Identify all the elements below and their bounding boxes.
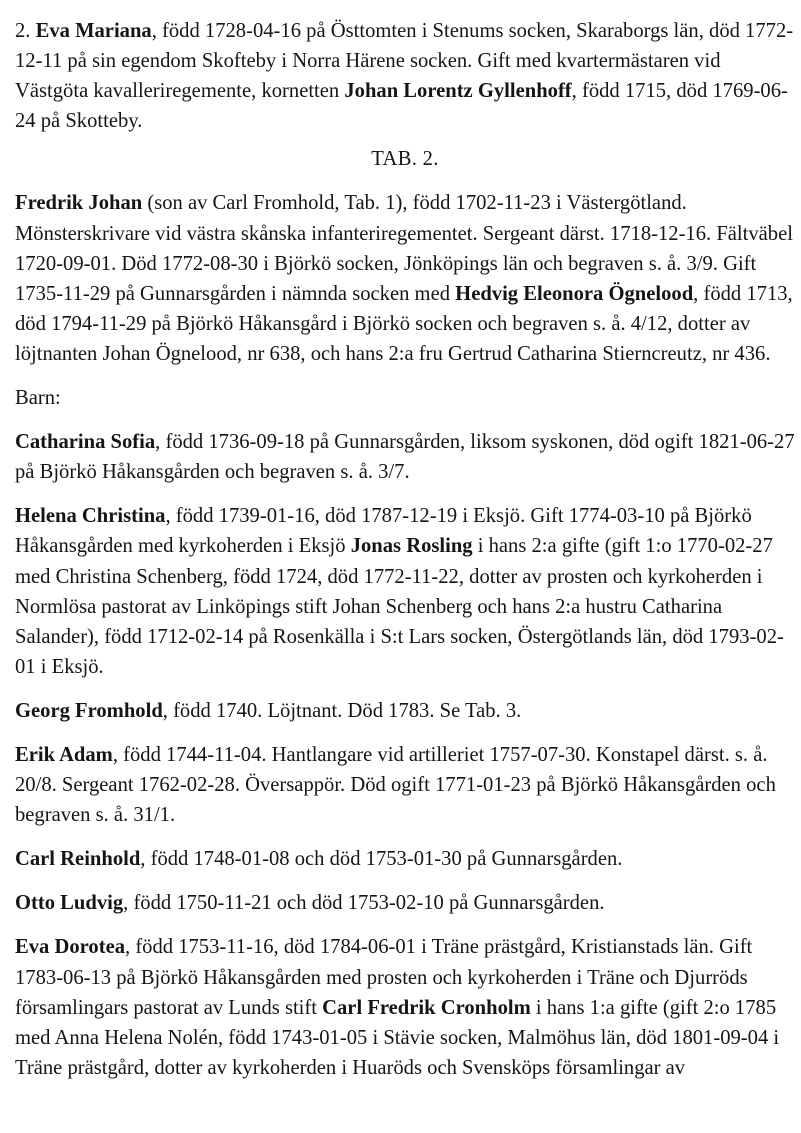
entry-catharina-sofia	[15, 427, 795, 487]
entry-eva-dorotea	[15, 932, 795, 1082]
entry-text: , född 1728-04-16 på Östtomten i Stenums socken, Skaraborgs län, död 1772-12-11 på sin egendom Skofteby i Norra Härene socken. Gift med kvartermästaren vid Västgöta kavalleriregemente, kornetten	[15, 20, 794, 103]
entry-text: Barn:	[15, 387, 61, 410]
entry-helena-christina	[15, 501, 795, 682]
person-name: Jonas Rosling	[350, 535, 473, 558]
entry-text: 2.	[15, 20, 36, 42]
entry-otto-ludvig	[15, 888, 795, 918]
person-name: Johan Lorentz Gyllenhoff	[344, 80, 572, 103]
entry-text: (son av Carl Fromhold, Tab. 1), född 1702-11-23 i Västergötland. Mönsterskrivare vid västra skånska infanteriregementet. Sergeant därst. 1718-12-16. Fältväbel 1720-09-01. Död 1772-08-30 i Björkö socken, Jönköpings län och begraven s. å. 3/9. Gift 1735-11-29 på Gunnarsgården i nämnda socken med	[15, 192, 793, 305]
entry-text: , född 1736-09-18 på Gunnarsgården, liksom syskonen, död ogift 1821-06-27 på Björkö Håkansgården och begraven s. å. 3/7.	[15, 431, 795, 484]
entry-text: , född 1748-01-08 och död 1753-01-30 på Gunnarsgården.	[140, 848, 623, 871]
table-heading: TAB. 2.	[371, 148, 439, 171]
person-name: Eva Dorotea	[15, 936, 126, 959]
entry-erik-adam	[15, 740, 795, 830]
person-name: Carl Reinhold	[15, 848, 141, 871]
entry-text: , född 1750-11-21 och död 1753-02-10 på Gunnarsgården.	[123, 892, 605, 915]
person-name: Otto Ludvig	[15, 892, 124, 915]
entry-georg-fromhold	[15, 696, 795, 726]
entry-text: , född 1739-01-16, död 1787-12-19 i Eksjö. Gift 1774-03-10 på Björkö Håkansgården med kyrkoherden i Eksjö	[15, 505, 752, 558]
entry-text: , född 1744-11-04. Hantlangare vid artilleriet 1757-07-30. Konstapel därst. s. å. 20/8. Sergeant 1762-02-28. Översappör. Död ogift 1771-01-23 på Björkö Håkansgården och begraven s. å. 31/1.	[15, 743, 776, 827]
entry-text: , född 1713, död 1794-11-29 på Björkö Håkansgård i Björkö socken och begraven s. å. 4/12, dotter av löjtnanten Johan Ögnelood, nr 638, och hans 2:a fru Gertrud Catharina Stierncreutz, nr 436.	[15, 282, 793, 365]
person-name: Eva Mariana	[35, 20, 152, 42]
entry-text: i hans 2:a gifte (gift 1:o 1770-02-27 med Christina Schenberg, född 1724, död 1772-11-22, dotter av prosten och kyrkoherden i Normlösa pastorat av Linköpings stift Johan Schenberg och hans 2:a hustru Catharina Salander), född 1712-02-14 på Rosenkälla i S:t Lars socken, Östergötlands län, död 1793-02-01 i Eksjö.	[15, 535, 784, 678]
person-name: Carl Fredrik Cronholm	[322, 996, 531, 1019]
children-label	[15, 383, 795, 413]
entry-eva-mariana	[15, 16, 795, 136]
person-name: Fredrik Johan	[15, 192, 143, 215]
entry-text: , född 1715, död 1769-06-24 på Skotteby.	[15, 80, 788, 133]
person-name: Hedvig Eleonora Ögnelood	[455, 282, 694, 305]
entry-text: , född 1740. Löjtnant. Död 1783. Se Tab. 3.	[162, 699, 522, 722]
entry-carl-reinhold	[15, 844, 795, 874]
entry-text: , född 1753-11-16, död 1784-06-01 i Träne prästgård, Kristianstads län. Gift 1783-06-13 på Björkö Håkansgården med prosten och kyrkoherden i Träne och Djurröds församlingars pastorat av Lunds stift	[15, 936, 753, 1019]
document-page	[15, 16, 795, 1097]
entry-fredrik-johan	[15, 188, 795, 369]
person-name: Catharina Sofia	[15, 431, 156, 454]
person-name: Erik Adam	[15, 743, 113, 766]
entry-text: i hans 1:a gifte (gift 2:o 1785 med Anna Helena Nolén, född 1743-01-05 i Stävie socken, Malmöhus län, död 1801-09-04 i Träne prästgård, dotter av kyrkoherden i Huaröds och Svensköps församlingar av	[15, 996, 780, 1079]
person-name: Georg Fromhold	[15, 699, 163, 722]
person-name: Helena Christina	[15, 505, 166, 528]
